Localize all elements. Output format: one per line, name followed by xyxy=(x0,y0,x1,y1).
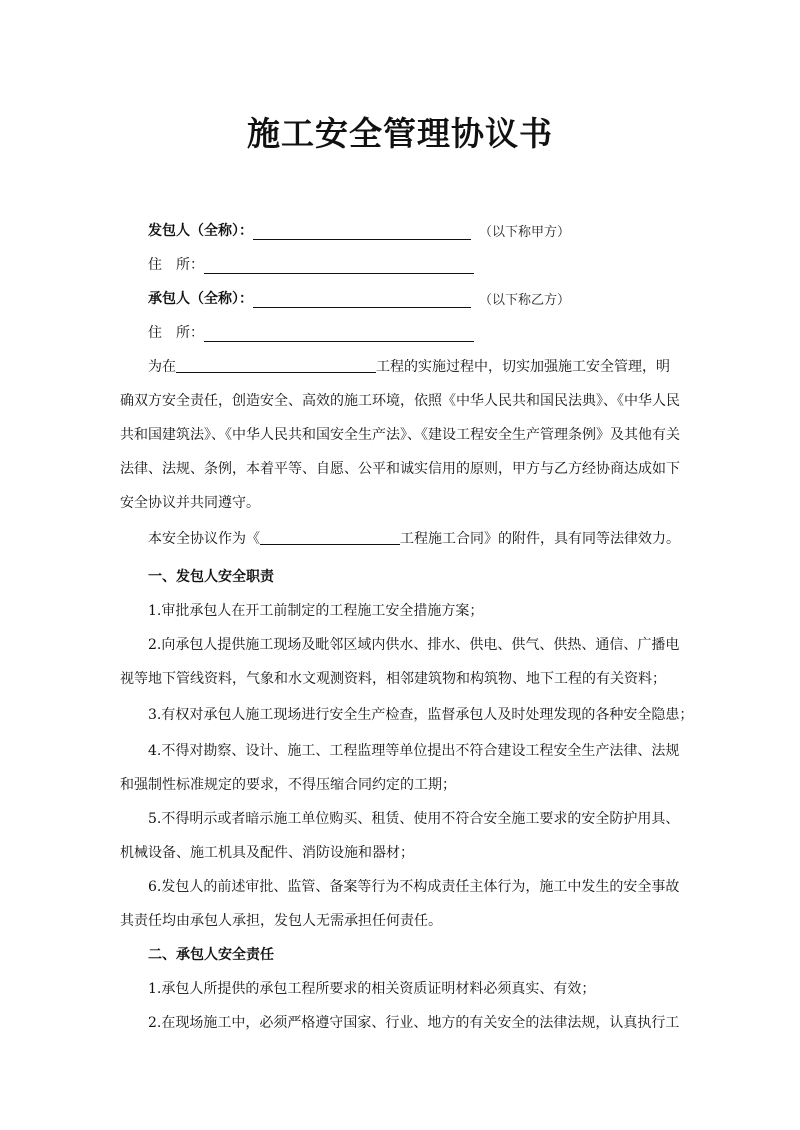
intro-line-5: 安全协议并共同遵守。 xyxy=(120,495,260,511)
section-1-item-2-line-2: 视等地下管线资料，气象和水文观测资料，相邻建筑物和构筑物、地下工程的有关资料； xyxy=(120,671,666,687)
party-a-address-label: 住 所： xyxy=(148,257,204,273)
party-b-note: （以下称乙方） xyxy=(479,293,571,308)
section-2-item-2-line-1: 2.在现场施工中，必须严格遵守国家、行业、地方的有关安全的法律法规，认真执行工 xyxy=(148,1015,680,1031)
party-a-row xyxy=(148,220,570,240)
annex-line xyxy=(148,528,680,548)
section-1-item-6-line-1: 6.发包人的前述审批、监管、备案等行为不构成责任主体行为，施工中发生的安全事故 xyxy=(148,879,680,895)
annex-prefix: 本安全协议作为《 xyxy=(148,531,260,547)
party-a-label: 发包人（全称）： xyxy=(148,223,253,239)
party-a-address-field[interactable] xyxy=(204,259,474,274)
intro-line-4: 法律、法规、条例，本着平等、自愿、公平和诚实信用的原则，甲方与乙方经协商达成如下 xyxy=(120,461,680,477)
contract-name-field[interactable] xyxy=(260,530,400,545)
section-1-item-5-line-1: 5.不得明示或者暗示施工单位购买、租赁、使用不符合安全施工要求的安全防护用具、 xyxy=(148,811,680,827)
section-1-heading: 一、发包人安全职责 xyxy=(148,569,274,585)
party-b-address-label: 住 所： xyxy=(148,325,204,341)
party-a-address-row xyxy=(148,254,474,274)
intro-prefix: 为在 xyxy=(148,359,176,375)
annex-suffix: 工程施工合同》的附件，具有同等法律效力。 xyxy=(400,531,680,547)
intro-line-2: 确双方安全责任，创造安全、高效的施工环境，依照《中华人民共和国民法典》、《中华人民 xyxy=(120,393,680,409)
party-a-name-field[interactable] xyxy=(253,225,471,240)
section-2-heading: 二、承包人安全责任 xyxy=(148,947,274,963)
section-2-item-1: 1.承包人所提供的承包工程所要求的相关资质证明材料必须真实、有效； xyxy=(148,981,596,997)
intro-line-1-text: 工程的实施过程中，切实加强施工安全管理，明 xyxy=(376,359,670,375)
party-b-row xyxy=(148,288,570,308)
party-b-address-field[interactable] xyxy=(204,327,474,342)
party-a-note: （以下称甲方） xyxy=(479,225,571,240)
section-1-item-5-line-2: 机械设备、施工机具及配件、消防设施和器材； xyxy=(120,845,414,861)
section-1-item-3: 3.有权对承包人施工现场进行安全生产检查，监督承包人及时处理发现的各种安全隐患； xyxy=(148,707,694,723)
party-b-label: 承包人（全称）： xyxy=(148,291,253,307)
section-1-item-4-line-2: 和强制性标准规定的要求，不得压缩合同约定的工期； xyxy=(120,777,456,793)
intro-line-3: 共和国建筑法》、《中华人民共和国安全生产法》、《建设工程安全生产管理条例》及其他有关 xyxy=(120,427,680,443)
section-1-item-4-line-1: 4.不得对勘察、设计、施工、工程监理等单位提出不符合建设工程安全生产法律、法规 xyxy=(148,743,680,759)
document-title: 施工安全管理协议书 xyxy=(247,114,553,153)
section-1-item-2-line-1: 2.向承包人提供施工现场及毗邻区域内供水、排水、供电、供气、供热、通信、广播电 xyxy=(148,637,680,653)
project-name-field[interactable] xyxy=(176,358,376,373)
intro-line-1 xyxy=(148,356,670,376)
party-b-address-row xyxy=(148,322,474,342)
party-b-name-field[interactable] xyxy=(253,293,471,308)
section-1-item-1: 1.审批承包人在开工前制定的工程施工安全措施方案； xyxy=(148,603,484,619)
section-1-item-6-line-2: 其责任均由承包人承担，发包人无需承担任何责任。 xyxy=(120,913,442,929)
